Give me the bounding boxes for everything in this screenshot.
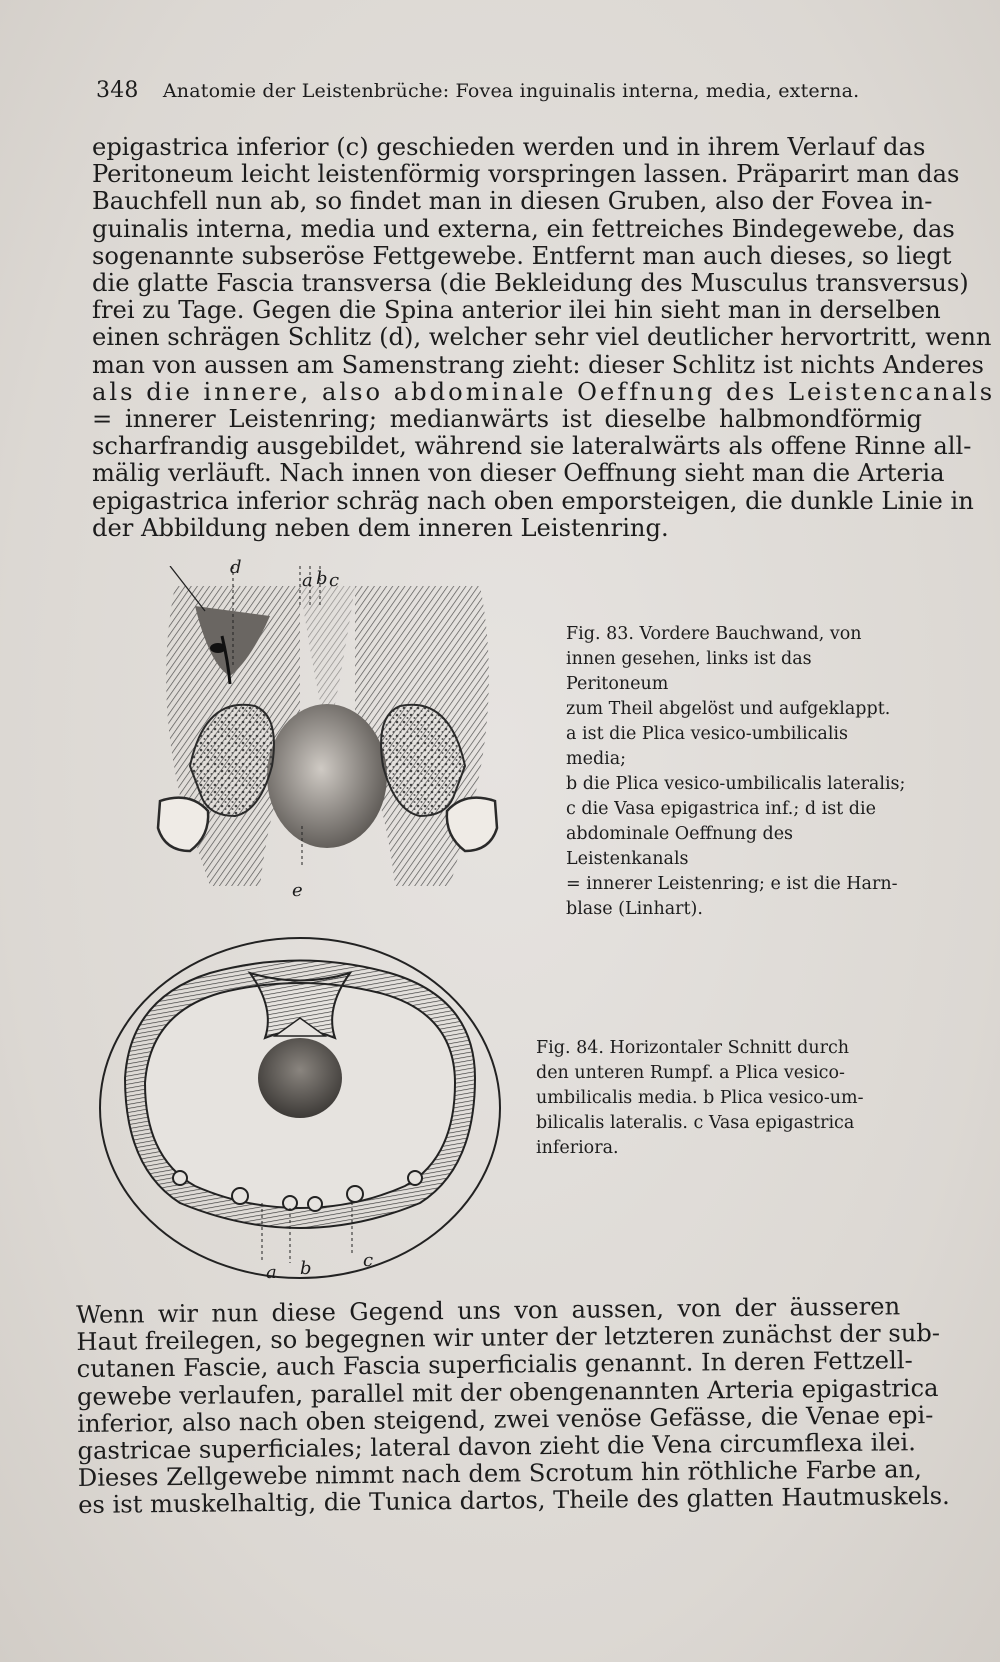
text-line: Dieses Zellgewebe nimmt nach dem Scrotum hin röthliche Farbe an,	[77, 1455, 922, 1493]
figure-83-label-e: e	[292, 880, 303, 901]
text-line: Bauchfell nun ab, so findet man in diesen Gruben, also der Fovea in-	[92, 187, 933, 216]
running-header	[96, 78, 896, 103]
text-line: die glatte Fascia transversa (die Bekleidung des Musculus transversus)	[92, 269, 969, 298]
text-line: es ist muskelhaltig, die Tunica dartos, Theile des glatten Hautmuskels.	[77, 1482, 950, 1520]
text-line: Wenn wir nun diese Gegend uns von aussen, von der äusseren	[75, 1292, 901, 1329]
figure-84-label-b: b	[300, 1258, 312, 1279]
text-line: cutanen Fascie, auch Fascia superficialis genannt. In deren Fettzell-	[76, 1346, 913, 1384]
figure-83-label-c: c	[329, 570, 340, 591]
caption-line: abdominale Oeffnung des Leistenkanals	[566, 824, 794, 869]
text-line: der Abbildung neben dem inneren Leistenring.	[92, 513, 669, 542]
caption-line: den unteren Rumpf. a Plica vesico-	[536, 1063, 845, 1083]
text-line: gastricae superficiales; lateral davon zieht die Vena circumflexa ilei.	[77, 1428, 917, 1466]
caption-line: zum Theil abgelöst und aufgeklappt.	[566, 699, 891, 719]
text-line: sogenannte subseröse Fettgewebe. Entfernt man auch dieses, so liegt	[92, 241, 952, 270]
caption-line: innen gesehen, links ist das Peritoneum	[566, 649, 812, 694]
text-line: frei zu Tage. Gegen die Spina anterior ilei hin sieht man in derselben	[92, 296, 941, 325]
text-line: inferior, also nach oben steigend, zwei venöse Gefässe, die Venae epi-	[77, 1400, 934, 1438]
figure-83-label-a: a	[302, 570, 313, 591]
caption-line: bilicalis lateralis. c Vasa epigastrica	[536, 1113, 855, 1133]
caption-line: c die Vasa epigastrica inf.; d ist die	[566, 799, 876, 819]
text-line: Peritoneum leicht leistenförmig vorspringen lassen. Präparirt man das	[92, 160, 960, 189]
caption-line: blase (Linhart).	[566, 899, 703, 919]
caption-line: inferiora.	[536, 1138, 619, 1158]
page-number: 348	[96, 78, 139, 103]
text-line: gewebe verlaufen, parallel mit der obengenannten Arteria epigastrica	[76, 1373, 939, 1411]
text-line: scharfrandig ausgebildet, während sie lateralwärts als offene Rinne all-	[92, 432, 972, 461]
text-line: mälig verläuft. Nach innen von dieser Oeffnung sieht man die Arteria	[92, 459, 945, 488]
running-title: Anatomie der Leistenbrüche: Fovea inguinalis interna, media, externa.	[162, 80, 860, 102]
caption-line: = innerer Leistenring; e ist die Harn-	[566, 874, 898, 894]
caption-line: a ist die Plica vesico-umbilicalis media;	[566, 724, 848, 769]
figure-84-label-a: a	[266, 1262, 277, 1283]
figure-84-label-c: c	[363, 1250, 374, 1271]
text-line: epigastrica inferior schräg nach oben emporsteigen, die dunkle Linie in	[92, 486, 974, 515]
top-paragraph	[92, 133, 996, 542]
figure-83-caption	[566, 622, 912, 922]
text-line-spaced: als die innere, also abdominale Oeffnung des Leistencanals	[92, 377, 996, 406]
caption-line: Fig. 83. Vordere Bauchwand, von	[566, 624, 862, 644]
text-line: guinalis interna, media und externa, ein fettreiches Bindegewebe, das	[92, 214, 955, 243]
figure-84-caption	[536, 1036, 908, 1161]
figure-83-label-d: d	[230, 557, 242, 578]
caption-line: b die Plica vesico-umbilicalis lateralis;	[566, 774, 906, 794]
caption-line: umbilicalis media. b Plica vesico-um-	[536, 1088, 864, 1108]
text-line: einen schrägen Schlitz (d), welcher sehr viel deutlicher hervortritt, wenn	[92, 323, 992, 352]
text-line: = innerer Leistenring; medianwärts ist dieselbe halbmondförmig	[92, 405, 922, 434]
text-line: Haut freilegen, so begegnen wir unter der letzteren zunächst der sub-	[76, 1319, 941, 1357]
figure-83-abdominal-wall-illustration	[150, 566, 505, 896]
caption-line: Fig. 84. Horizontaler Schnitt durch	[536, 1038, 850, 1058]
figure-84-horizontal-section-illustration	[90, 928, 510, 1280]
figure-83-label-b: b	[316, 568, 328, 589]
text-line: epigastrica inferior (c) geschieden werden und in ihrem Verlauf das	[92, 133, 926, 161]
text-line: man von aussen am Samenstrang zieht: dieser Schlitz ist nichts Anderes	[92, 350, 984, 379]
bottom-paragraph	[75, 1292, 950, 1520]
